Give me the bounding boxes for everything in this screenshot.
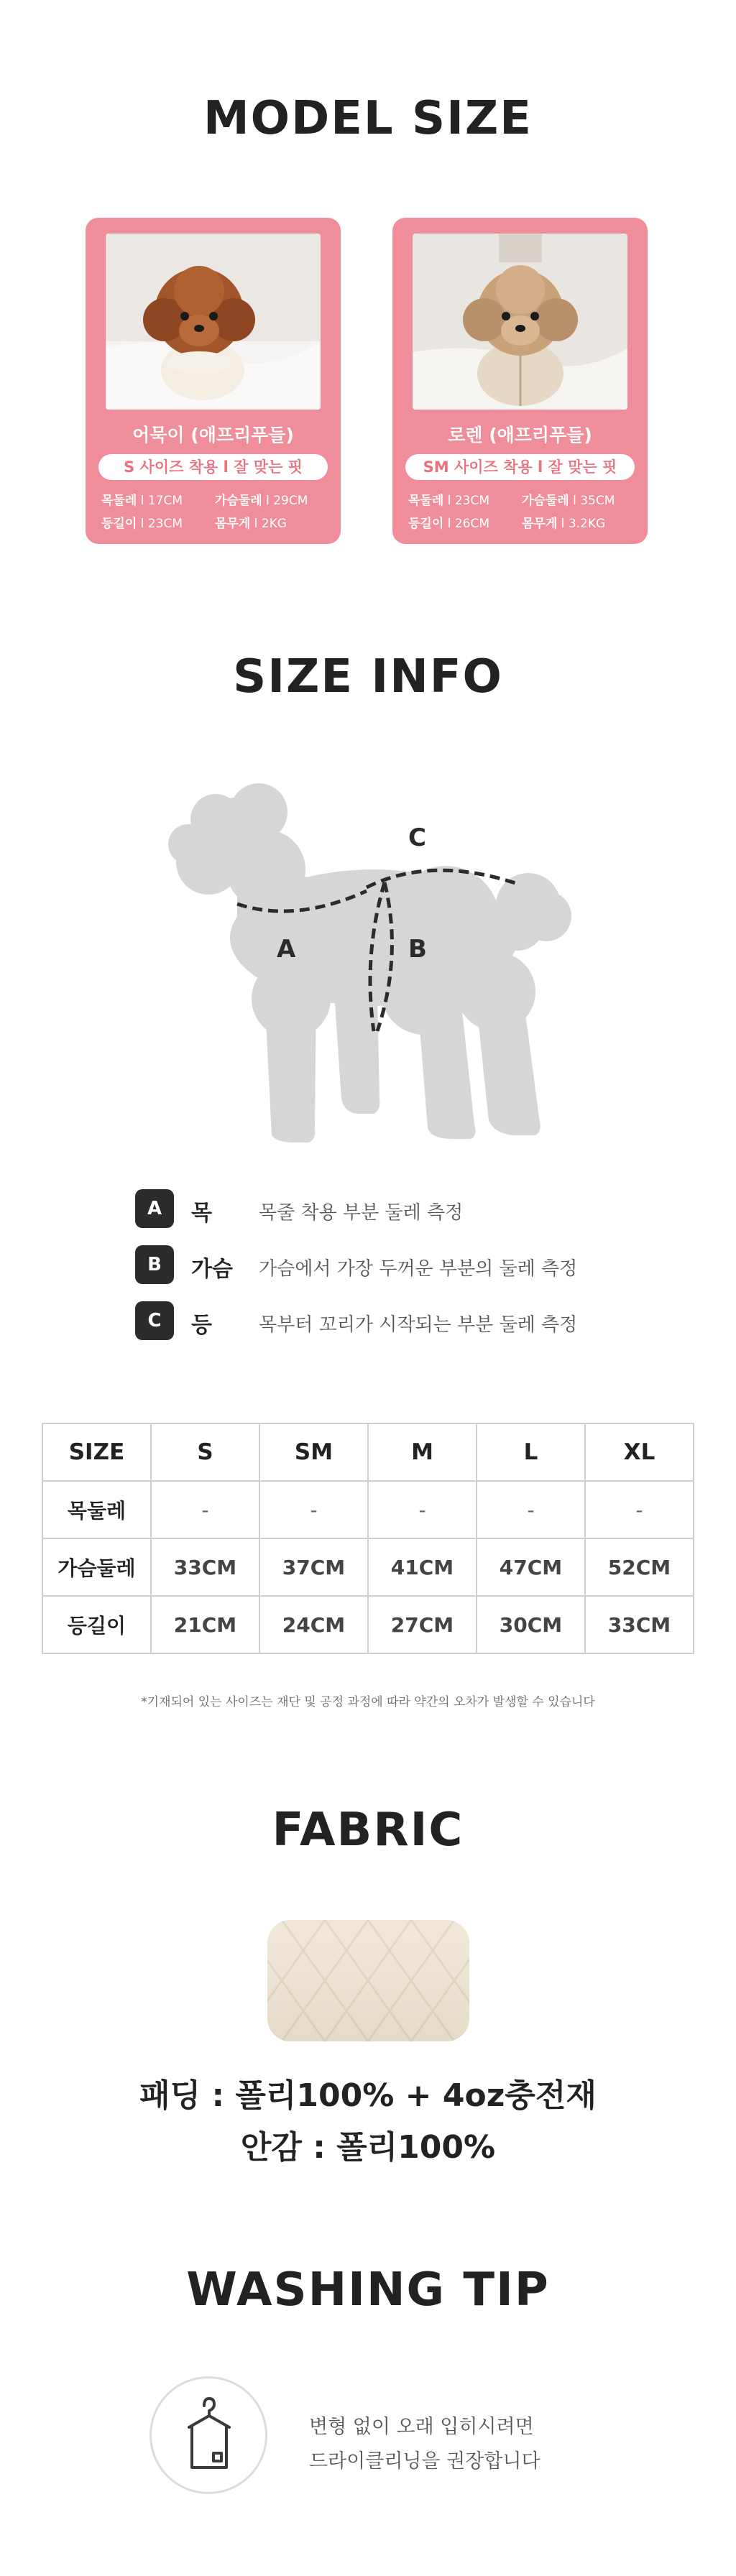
washing-line: 드라이클리닝을 권장합니다 xyxy=(309,2450,540,2473)
table-cell: 37CM xyxy=(259,1538,368,1596)
spec-label: 등길이 xyxy=(101,517,137,531)
spec-label: 몸무게 xyxy=(522,517,558,531)
diagram-label-a: A xyxy=(277,935,296,964)
model-specs: 목둘레 l 23CM 가슴둘레 l 35CM 등길이 l 26CM 몸무게 l 3.2KG xyxy=(408,494,615,531)
row-label: 가슴둘레 xyxy=(42,1538,151,1596)
legend-desc: 목부터 꼬리가 시작되는 부분 둘레 측정 xyxy=(259,1314,578,1336)
spec-value: 29CM xyxy=(273,494,308,508)
table-header-row xyxy=(42,1423,694,1481)
table-header: M xyxy=(368,1423,477,1481)
table-row xyxy=(42,1538,694,1596)
table-row xyxy=(42,1596,694,1653)
spec-value: 35CM xyxy=(580,494,615,508)
spec-label: 등길이 xyxy=(408,517,444,531)
legend-badge: C xyxy=(135,1301,174,1340)
legend-item-back xyxy=(135,1301,638,1357)
hanger-garment-icon xyxy=(150,2376,267,2494)
model-name: 로렌 (애프리푸들) xyxy=(448,425,592,446)
model-card-eomuk xyxy=(86,218,341,544)
spec-value: 23CM xyxy=(454,494,489,508)
spec-label: 가슴둘레 xyxy=(522,494,569,508)
table-cell: - xyxy=(585,1481,694,1538)
table-cell: 27CM xyxy=(368,1596,477,1653)
legend-item-chest xyxy=(135,1245,638,1301)
fabric-lining: 안감 : 폴리100% xyxy=(240,2129,496,2166)
spec-label: 목둘레 xyxy=(101,494,137,508)
model-photo-eomuk xyxy=(106,234,321,410)
measurement-diagram xyxy=(0,776,736,1150)
diagram-label-c: C xyxy=(408,823,426,852)
legend-desc: 가슴에서 가장 두꺼운 부분의 둘레 측정 xyxy=(259,1258,578,1280)
spec-value: 23CM xyxy=(147,517,183,531)
fit-badge: SM 사이즈 착용 l 잘 맞는 핏 xyxy=(405,454,635,480)
spec-value: 17CM xyxy=(147,494,183,508)
model-size-title: MODEL SIZE xyxy=(203,92,533,145)
washing-line: 변형 없이 오래 입히시려면 xyxy=(309,2416,534,2438)
table-header: SIZE xyxy=(42,1423,151,1481)
table-cell: 33CM xyxy=(585,1596,694,1653)
table-row xyxy=(42,1481,694,1538)
spec-value: 2KG xyxy=(261,517,287,531)
spec-value: 3.2KG xyxy=(568,517,606,531)
legend-key: 목 xyxy=(191,1201,212,1226)
fabric-padding: 패딩 : 폴리100% + 4oz충전재 xyxy=(139,2077,597,2114)
table-header: L xyxy=(477,1423,585,1481)
legend-key: 가슴 xyxy=(191,1257,233,1282)
table-cell: 33CM xyxy=(151,1538,259,1596)
legend-badge: B xyxy=(135,1245,174,1284)
table-cell: - xyxy=(151,1481,259,1538)
model-name: 어묵이 (애프리푸들) xyxy=(132,425,294,446)
row-label: 목둘레 xyxy=(42,1481,151,1538)
row-label: 등길이 xyxy=(42,1596,151,1653)
spec-label: 가슴둘레 xyxy=(215,494,262,508)
legend-desc: 목줄 착용 부분 둘레 측정 xyxy=(259,1202,464,1224)
fabric-title: FABRIC xyxy=(272,1804,464,1857)
table-header: S xyxy=(151,1423,259,1481)
fit-badge: S 사이즈 착용 l 잘 맞는 핏 xyxy=(98,454,328,480)
model-specs: 목둘레 l 17CM 가슴둘레 l 29CM 등길이 l 23CM 몸무게 l 2KG xyxy=(101,494,308,531)
spec-label: 목둘레 xyxy=(408,494,444,508)
washing-tip-title: WASHING TIP xyxy=(186,2263,550,2317)
spec-label: 몸무게 xyxy=(215,517,251,531)
table-cell: 24CM xyxy=(259,1596,368,1653)
size-table xyxy=(42,1423,694,1654)
fabric-swatch-image xyxy=(267,1920,469,2041)
measurement-legend xyxy=(135,1189,638,1357)
legend-item-neck xyxy=(135,1189,638,1245)
table-header: SM xyxy=(259,1423,368,1481)
table-cell: - xyxy=(259,1481,368,1538)
table-cell: 21CM xyxy=(151,1596,259,1653)
table-cell: 41CM xyxy=(368,1538,477,1596)
table-cell: - xyxy=(368,1481,477,1538)
size-info-title: SIZE INFO xyxy=(233,650,503,703)
legend-badge: A xyxy=(135,1189,174,1228)
size-disclaimer: *기재되어 있는 사이즈는 재단 및 공정 과정에 따라 약간의 오차가 발생할 수 있습니다 xyxy=(141,1695,595,1709)
table-cell: 52CM xyxy=(585,1538,694,1596)
table-header: XL xyxy=(585,1423,694,1481)
washing-tip-text xyxy=(309,2410,540,2479)
table-cell: 47CM xyxy=(477,1538,585,1596)
table-cell: - xyxy=(477,1481,585,1538)
table-cell: 30CM xyxy=(477,1596,585,1653)
model-card-loren xyxy=(392,218,648,544)
legend-key: 등 xyxy=(191,1313,212,1338)
diagram-label-b: B xyxy=(408,935,427,964)
model-photo-loren xyxy=(413,234,627,410)
spec-value: 26CM xyxy=(454,517,489,531)
